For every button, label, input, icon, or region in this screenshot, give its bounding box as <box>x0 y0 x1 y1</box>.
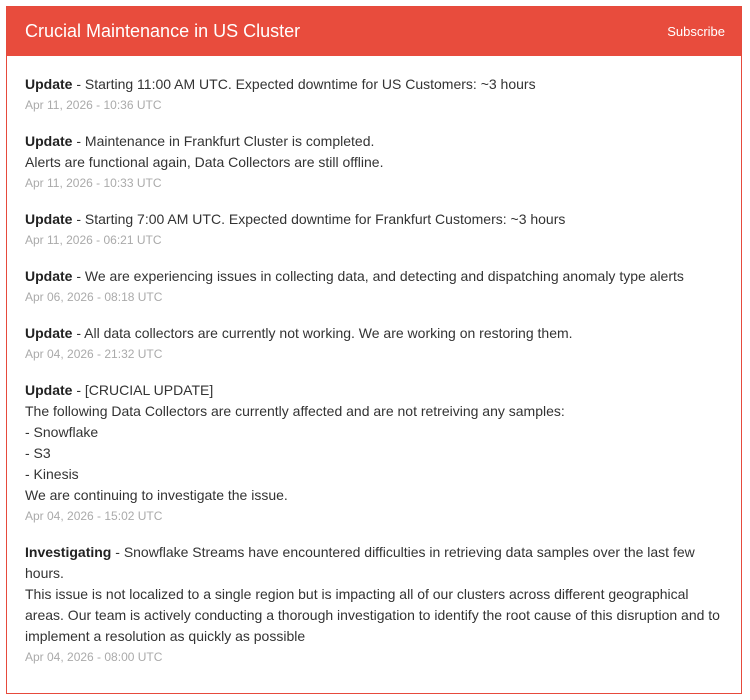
update-body: Update - [CRUCIAL UPDATE] The following Data Collectors are currently affected and are not retreiving any samples: - Snowflake - S3 - Kinesis We are continuing to investigate the issue. <box>25 380 723 506</box>
update-item <box>25 74 723 115</box>
update-text: Starting 7:00 AM UTC. Expected downtime for Frankfurt Customers: ~3 hours <box>84 211 566 227</box>
update-timestamp: Apr 04, 2026 - 21:32 UTC <box>25 347 163 361</box>
update-status: Investigating <box>25 544 112 560</box>
update-item <box>25 542 723 667</box>
update-text: This issue is not localized to a single region but is impacting all of our clusters across different geographical areas. Our team is actively conducting a thorough investigation to identify the root cause of this disruption and to implement a resolution as quickly as possible <box>25 586 720 644</box>
update-item <box>25 131 723 193</box>
update-body: Update - Starting 11:00 AM UTC. Expected downtime for US Customers: ~3 hours <box>25 76 536 92</box>
update-text: Snowflake Streams have encountered difficulties in retrieving data samples over the last few hours. <box>25 544 695 581</box>
update-text: Starting 11:00 AM UTC. Expected downtime for US Customers: ~3 hours <box>84 76 536 92</box>
update-text: All data collectors are currently not working. We are working on restoring them. <box>84 325 573 341</box>
update-item <box>25 266 723 307</box>
update-body: Update - All data collectors are currently not working. We are working on restoring them. <box>25 325 573 341</box>
update-body: Investigating - Snowflake Streams have encountered difficulties in retrieving data samples over the last few hours. This issue is not localized to a single region but is impacting all of our clusters across different geographical areas. Our team is actively conducting a thorough investigation to identify the root cause of this disruption and to implement a resolution as quickly as possible <box>25 542 723 647</box>
update-status: Update <box>25 211 73 227</box>
update-status: Update <box>25 268 73 284</box>
update-item <box>25 380 723 526</box>
update-text: The following Data Collectors are currently affected and are not retreiving any samples: <box>25 403 565 419</box>
update-timestamp: Apr 06, 2026 - 08:18 UTC <box>25 290 163 304</box>
update-item <box>25 209 723 250</box>
update-text: Alerts are functional again, Data Collectors are still offline. <box>25 154 384 170</box>
update-timestamp: Apr 11, 2026 - 10:36 UTC <box>25 98 162 112</box>
update-body: Update - We are experiencing issues in collecting data, and detecting and dispatching anomaly type alerts <box>25 268 684 284</box>
update-body: Update - Maintenance in Frankfurt Cluster is completed. Alerts are functional again, Data Collectors are still offline. <box>25 131 723 173</box>
update-status: Update <box>25 76 73 92</box>
incident-header <box>7 7 741 56</box>
updates-list <box>7 56 741 667</box>
update-status: Update <box>25 382 73 398</box>
update-text: Maintenance in Frankfurt Cluster is completed. <box>84 133 375 149</box>
update-text: - S3 <box>25 445 51 461</box>
update-text: - Snowflake <box>25 424 99 440</box>
update-text: - Kinesis <box>25 466 79 482</box>
subscribe-button[interactable]: Subscribe <box>667 24 725 39</box>
incident-title: Crucial Maintenance in US Cluster <box>25 21 301 41</box>
incident-card <box>6 6 742 694</box>
update-body: Update - Starting 7:00 AM UTC. Expected downtime for Frankfurt Customers: ~3 hours <box>25 211 566 227</box>
update-text: [CRUCIAL UPDATE] <box>84 382 214 398</box>
update-text: We are experiencing issues in collecting data, and detecting and dispatching anomaly type alerts <box>84 268 684 284</box>
update-status: Update <box>25 325 73 341</box>
update-timestamp: Apr 11, 2026 - 10:33 UTC <box>25 176 162 190</box>
update-text: We are continuing to investigate the issue. <box>25 487 288 503</box>
update-timestamp: Apr 04, 2026 - 15:02 UTC <box>25 509 163 523</box>
update-timestamp: Apr 11, 2026 - 06:21 UTC <box>25 233 162 247</box>
update-status: Update <box>25 133 73 149</box>
update-timestamp: Apr 04, 2026 - 08:00 UTC <box>25 650 163 664</box>
update-item <box>25 323 723 364</box>
